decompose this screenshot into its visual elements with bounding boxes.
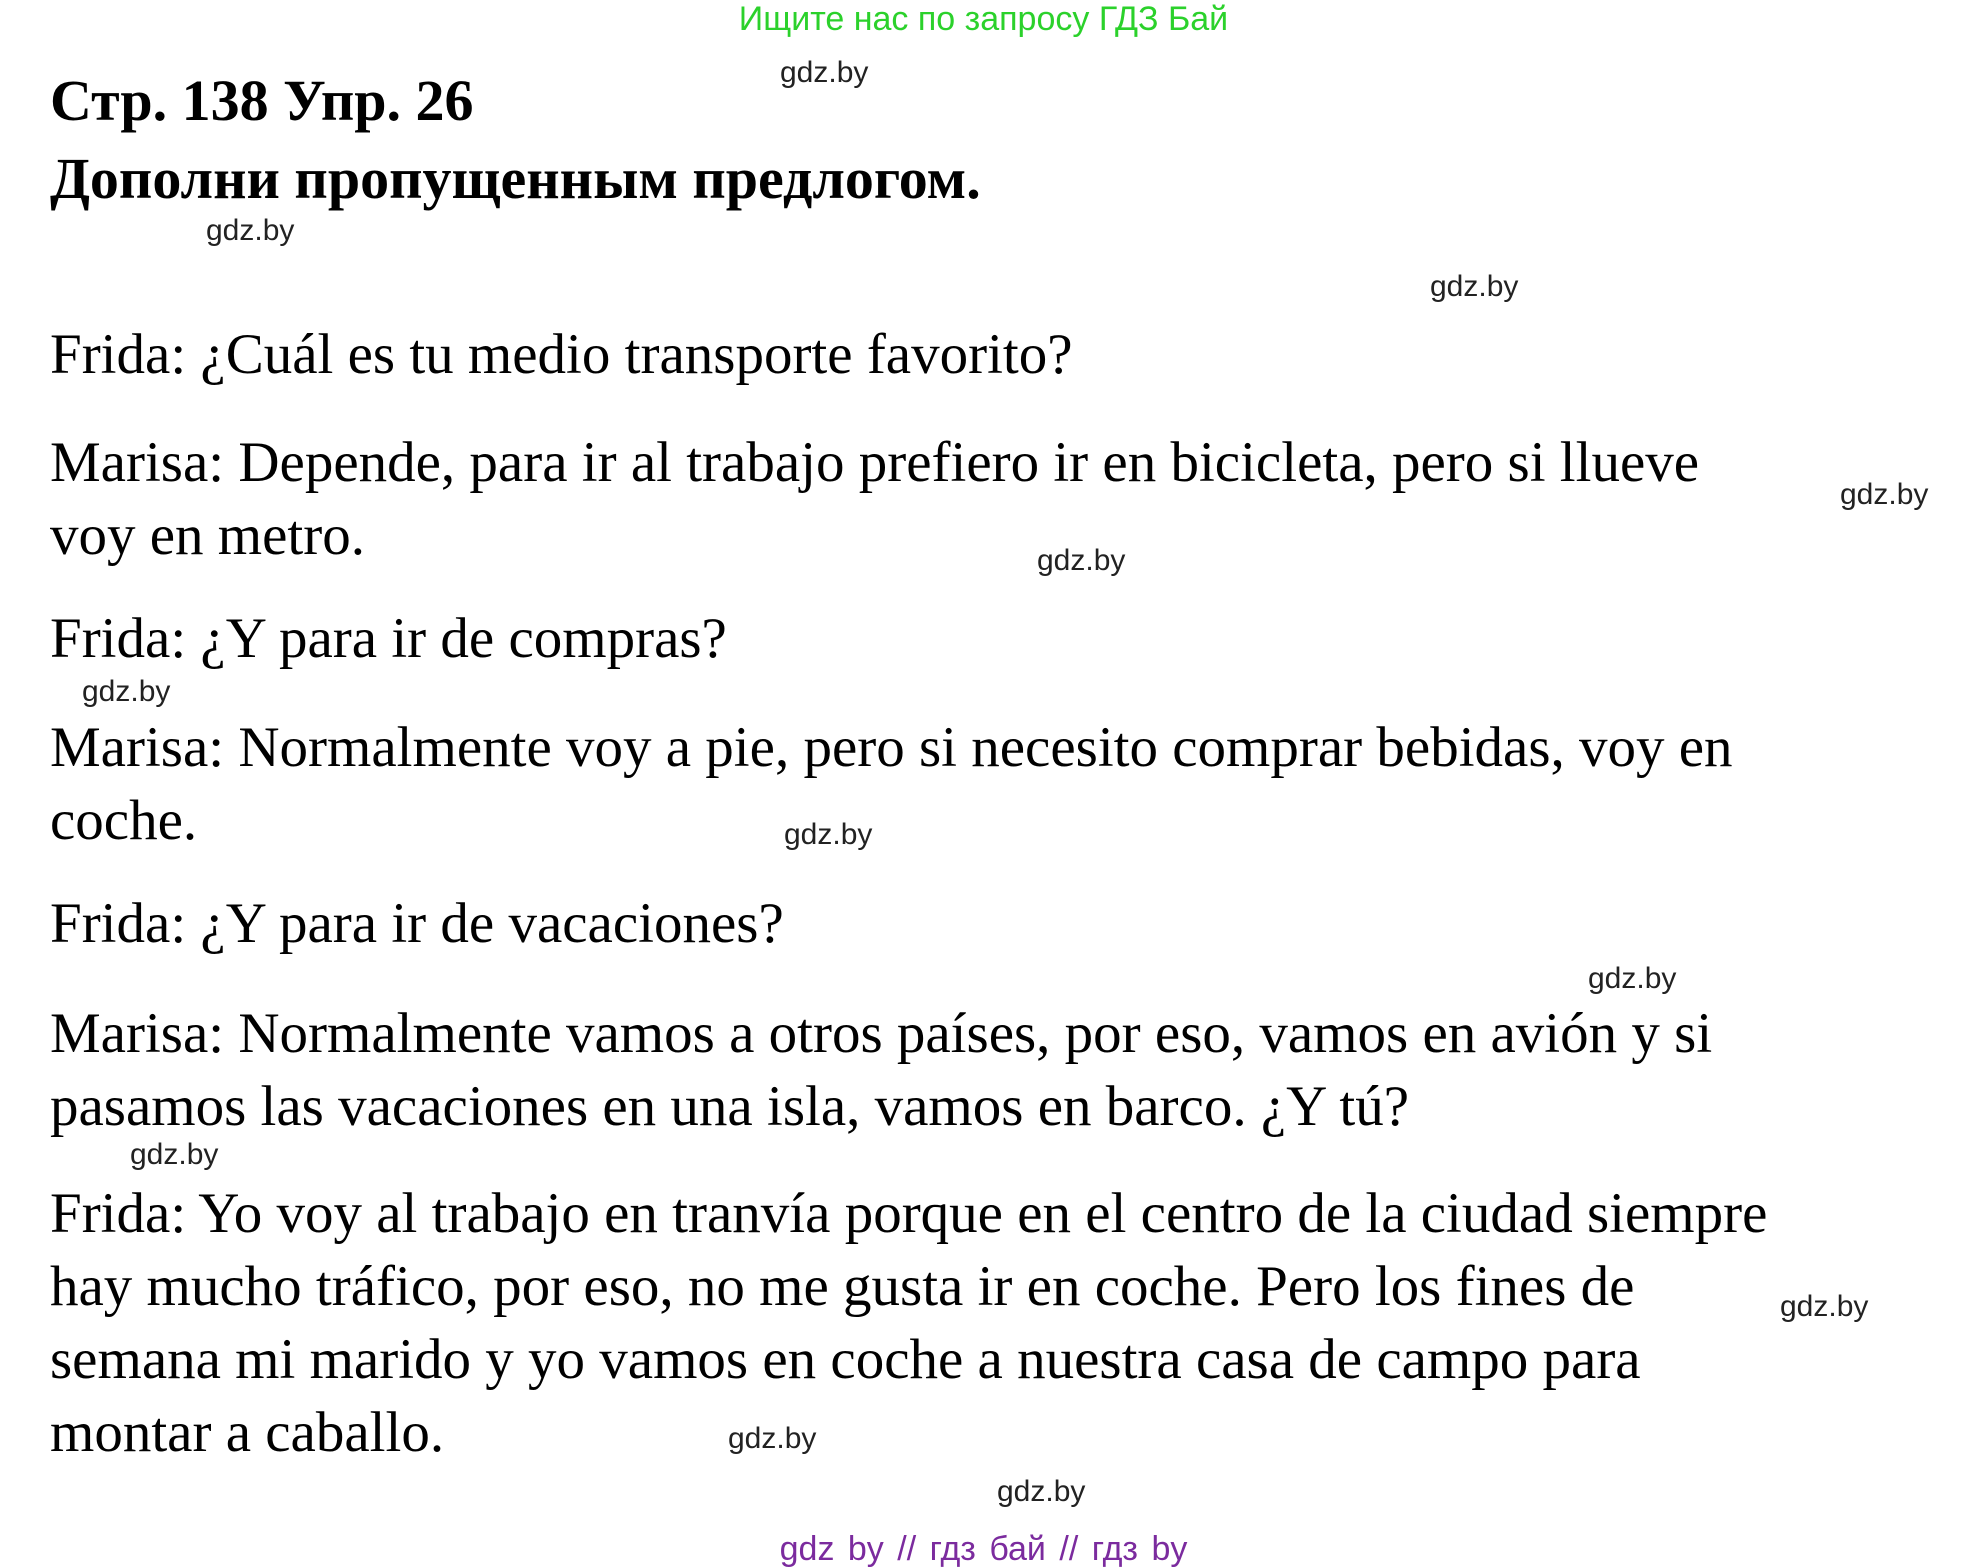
dialog-line: Frida: ¿Y para ir de compras?	[50, 607, 727, 670]
dialog-line: montar a caballo.	[50, 1401, 445, 1464]
dialog-line: pasamos las vacaciones en una isla, vamos en barco. ¿Y tú?	[50, 1075, 1410, 1138]
dialog-line: Marisa: Normalmente voy a pie, pero si necesito comprar bebidas, voy en	[50, 716, 1733, 779]
watermark: gdz.by	[206, 214, 295, 247]
watermark: gdz.by	[728, 1422, 817, 1455]
dialog-line: hay mucho tráfico, por eso, no me gusta ir en coche. Pero los fines de	[50, 1255, 1635, 1318]
dialog-line: coche.	[50, 789, 198, 852]
dialog-turn-7	[50, 1177, 1880, 1469]
dialog-line: semana mi marido y yo vamos en coche a nuestra casa de campo para	[50, 1328, 1641, 1391]
dialog-line: Frida: ¿Cuál es tu medio transporte favorito?	[50, 323, 1073, 386]
dialog-line: Marisa: Depende, para ir al trabajo prefiero ir en bicicleta, pero si llueve	[50, 431, 1700, 494]
dialog-line: Marisa: Normalmente vamos a otros países, por eso, vamos en avión y si	[50, 1002, 1713, 1065]
dialog-turn-3	[50, 602, 1880, 675]
footer-watermark: gdz by // гдз бай // гдз by	[779, 1530, 1188, 1568]
exercise-instruction: Дополни пропущенным предлогом.	[50, 146, 981, 211]
watermark: gdz.by	[130, 1138, 219, 1171]
watermark: gdz.by	[997, 1475, 1086, 1508]
dialog-line: Frida: Yo voy al trabajo en tranvía porque en el centro de la ciudad siempre	[50, 1182, 1768, 1245]
dialog-turn-5	[50, 887, 1880, 960]
dialog-turn-2	[50, 426, 1880, 572]
watermark: gdz.by	[780, 56, 869, 89]
dialog-turn-1	[50, 318, 1880, 391]
dialog-turn-4	[50, 711, 1880, 857]
watermark: gdz.by	[1780, 1290, 1869, 1323]
watermark: gdz.by	[1037, 544, 1126, 577]
watermark: gdz.by	[1588, 962, 1677, 995]
watermark: gdz.by	[784, 818, 873, 851]
watermark: gdz.by	[1840, 478, 1929, 511]
dialog-line: voy en metro.	[50, 504, 366, 567]
watermark: gdz.by	[1430, 270, 1519, 303]
watermark: gdz.by	[82, 675, 171, 708]
search-banner: Ищите нас по запросу ГДЗ Бай	[738, 0, 1229, 38]
page-title: Стр. 138 Упр. 26	[50, 68, 474, 133]
dialog-line: Frida: ¿Y para ir de vacaciones?	[50, 892, 784, 955]
dialog-turn-6	[50, 997, 1880, 1143]
